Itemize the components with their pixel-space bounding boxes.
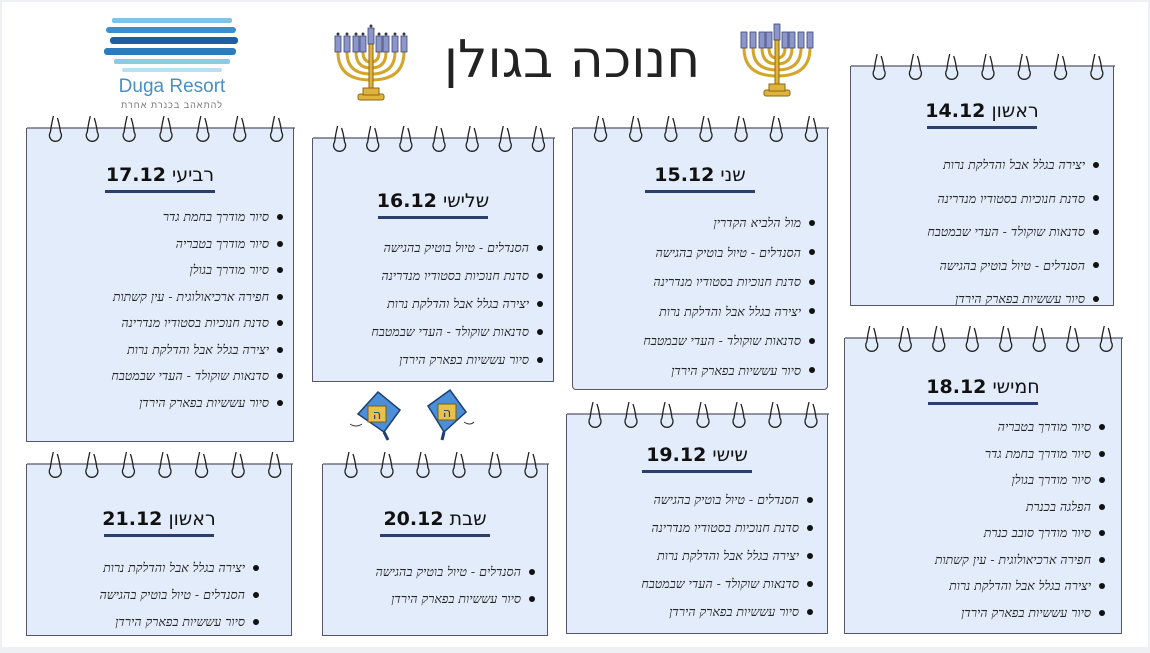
day-card-tuesday [312, 138, 554, 382]
ring-icon [700, 116, 712, 141]
activity-item: סיור עששיות בפארק הירדן [99, 608, 261, 635]
activity-item: סיור מודרך בטבריה [111, 231, 285, 258]
day-heading [845, 376, 1121, 398]
schedule-page [2, 2, 1148, 647]
activity-item: הסנדלים - טיול בוטיק בהגישה [641, 486, 815, 514]
menorah-icon [738, 20, 816, 102]
activity-item: חפירה ארכיאולוגית - עין קשתות [935, 547, 1107, 574]
day-heading [27, 508, 291, 530]
activity-item: סיור עששיות בפארק הירדן [927, 282, 1101, 316]
svg-text:ה: ה [442, 406, 452, 421]
ring-icon [234, 116, 246, 141]
day-card-monday [572, 128, 828, 390]
day-name: שני [720, 164, 746, 186]
spiral-rings-icon [573, 116, 829, 144]
ring-icon [1091, 54, 1103, 79]
activity-item: סיור עששיות בפארק הירדן [935, 600, 1107, 627]
activity-item: חפירה ארכיאולוגית - עין קשתות [111, 284, 285, 311]
ring-icon [665, 116, 677, 141]
day-card-saturday [322, 464, 548, 636]
ring-icon [966, 326, 978, 351]
activity-item: יצירה בגלל אבל והדלקת נרות [371, 290, 545, 318]
day-heading [851, 100, 1113, 122]
ring-icon [123, 116, 135, 141]
dreidel-icon [348, 384, 408, 444]
waves-icon [102, 16, 242, 76]
ring-icon [1055, 54, 1067, 79]
day-heading [323, 508, 547, 530]
ring-icon [661, 402, 673, 427]
ring-icon [269, 452, 281, 477]
ring-icon [770, 116, 782, 141]
day-card-friday [566, 414, 828, 634]
activity-list [99, 554, 261, 635]
activity-item: הסנדלים - טיול בוטיק בהגישה [375, 558, 537, 585]
ring-icon [196, 452, 208, 477]
ring-icon [899, 326, 911, 351]
activity-item: סדנת חנוכיות בסטודיו מנדרינה [927, 182, 1101, 216]
day-card-thursday [844, 338, 1122, 634]
menorah-icon [332, 24, 410, 106]
ring-icon [866, 326, 878, 351]
day-name: ראשון [991, 100, 1039, 122]
activity-list [375, 558, 537, 612]
ring-icon [49, 452, 61, 477]
ring-icon [589, 402, 601, 427]
ring-icon [525, 452, 537, 477]
logo-name: Duga Resort [118, 76, 226, 97]
spiral-rings-icon [851, 54, 1115, 82]
ring-icon [625, 402, 637, 427]
day-name: שישי [712, 444, 748, 466]
activity-item: סיור מודרך בגולן [935, 467, 1107, 494]
spiral-rings-icon [567, 402, 829, 430]
ring-icon [1000, 326, 1012, 351]
ring-icon [86, 116, 98, 141]
activity-item: סיור עששיות בפארק הירדן [371, 346, 545, 374]
ring-icon [805, 402, 817, 427]
day-name: חמישי [992, 376, 1040, 398]
activity-item: סדנת חנוכיות בסטודיו מנדרינה [111, 310, 285, 337]
svg-text:ה: ה [372, 408, 382, 423]
ring-icon [532, 126, 544, 151]
activity-item: יצירה בגלל אבל והדלקת נרות [641, 542, 815, 570]
page-title: חנוכה בגולן [443, 30, 701, 90]
ring-icon [933, 326, 945, 351]
activity-list [643, 208, 817, 385]
spiral-rings-icon [313, 126, 555, 154]
activity-item: סדנאות שוקולד - העדי שבמטבח [641, 570, 815, 598]
day-date: 16.12 [376, 190, 437, 212]
ring-icon [381, 452, 393, 477]
activity-list [641, 486, 815, 626]
ring-icon [733, 402, 745, 427]
ring-icon [630, 116, 642, 141]
activity-list [111, 204, 285, 416]
activity-item: סדנאות שוקולד - העדי שבמטבח [111, 363, 285, 390]
day-date: 20.12 [383, 508, 444, 530]
ring-icon [86, 452, 98, 477]
spiral-rings-icon [845, 326, 1123, 354]
activity-list [927, 148, 1101, 316]
ring-icon [49, 116, 61, 141]
activity-item: הסנדלים - טיול בוטיק בהגישה [99, 581, 261, 608]
day-name: שלישי [442, 190, 490, 212]
ring-icon [400, 126, 412, 151]
activity-item: יצירה בגלל אבל והדלקת נרות [935, 573, 1107, 600]
activity-item: סדנאות שוקולד - העדי שבמטבח [927, 215, 1101, 249]
ring-icon [697, 402, 709, 427]
activity-item: סדנת חנוכיות בסטודיו מנדרינה [371, 262, 545, 290]
ring-icon [334, 126, 346, 151]
ring-icon [160, 116, 172, 141]
activity-item: יצירה בגלל אבל והדלקת נרות [643, 297, 817, 327]
day-card-sunday [850, 66, 1114, 306]
activity-list [935, 414, 1107, 626]
activity-item: הסנדלים - טיול בוטיק בהגישה [371, 234, 545, 262]
day-name: רביעי [172, 164, 215, 186]
ring-icon [1100, 326, 1112, 351]
day-card-wednesday [26, 128, 294, 442]
activity-list [371, 234, 545, 374]
ring-icon [367, 126, 379, 151]
day-card-sunday-2 [26, 464, 292, 636]
ring-icon [499, 126, 511, 151]
activity-item: יצירה בגלל אבל והדלקת נרות [99, 554, 261, 581]
activity-item: סיור מודרך בטבריה [935, 414, 1107, 441]
ring-icon [345, 452, 357, 477]
spiral-rings-icon [27, 452, 293, 480]
ring-icon [595, 116, 607, 141]
day-date: 19.12 [646, 444, 707, 466]
activity-item: יצירה בגלל אבל והדלקת נרות [927, 148, 1101, 182]
ring-icon [873, 54, 885, 79]
ring-icon [735, 116, 747, 141]
activity-item: סיור עששיות בפארק הירדן [375, 585, 537, 612]
activity-item: סדנאות שוקולד - העדי שבמטבח [371, 318, 545, 346]
activity-item: סיור מודרך סובב כנרת [935, 520, 1107, 547]
day-date: 14.12 [925, 100, 986, 122]
day-date: 17.12 [105, 164, 166, 186]
ring-icon [433, 126, 445, 151]
spiral-rings-icon [323, 452, 549, 480]
ring-icon [466, 126, 478, 151]
day-date: 15.12 [654, 164, 715, 186]
activity-item: סיור עששיות בפארק הירדן [641, 598, 815, 626]
ring-icon [1033, 326, 1045, 351]
activity-item: סיור מודרך בגולן [111, 257, 285, 284]
ring-icon [122, 452, 134, 477]
ring-icon [805, 116, 817, 141]
activity-item: סיור עששיות בפארק הירדן [111, 390, 285, 417]
activity-item: סיור מודרך בחמת גדר [935, 441, 1107, 468]
activity-item: הסנדלים - טיול בוטיק בהגישה [927, 249, 1101, 283]
ring-icon [417, 452, 429, 477]
activity-item: הפלגה בכנרת [935, 494, 1107, 521]
ring-icon [982, 54, 994, 79]
day-name: ראשון [168, 508, 216, 530]
activity-item: סדנאות שוקולד - העדי שבמטבח [643, 326, 817, 356]
activity-item: סיור עששיות בפארק הירדן [643, 356, 817, 386]
ring-icon [489, 452, 501, 477]
ring-icon [159, 452, 171, 477]
activity-item: הסנדלים - טיול בוטיק בהגישה [643, 238, 817, 268]
activity-item: סדנת חנוכיות בסטודיו מנדרינה [641, 514, 815, 542]
ring-icon [232, 452, 244, 477]
ring-icon [1067, 326, 1079, 351]
ring-icon [271, 116, 283, 141]
dreidel-icon [416, 382, 476, 442]
spiral-rings-icon [27, 116, 295, 144]
day-date: 18.12 [926, 376, 987, 398]
ring-icon [197, 116, 209, 141]
ring-icon [769, 402, 781, 427]
activity-item: סיור מודרך בחמת גדר [111, 204, 285, 231]
ring-icon [946, 54, 958, 79]
activity-item: יצירה בגלל אבל והדלקת נרות [111, 337, 285, 364]
day-heading [573, 164, 827, 186]
ring-icon [453, 452, 465, 477]
ring-icon [1018, 54, 1030, 79]
activity-item: סדנת חנוכיות בסטודיו מנדרינה [643, 267, 817, 297]
activity-item: מול הלביא הקדרין [643, 208, 817, 238]
logo-tagline: להתאהב בכנרת אחרת [121, 100, 223, 110]
day-heading [27, 164, 293, 186]
day-heading [313, 190, 553, 212]
day-name: שבת [449, 508, 487, 530]
day-heading [567, 444, 827, 466]
duga-resort-logo [102, 16, 242, 116]
ring-icon [909, 54, 921, 79]
day-date: 21.12 [102, 508, 163, 530]
